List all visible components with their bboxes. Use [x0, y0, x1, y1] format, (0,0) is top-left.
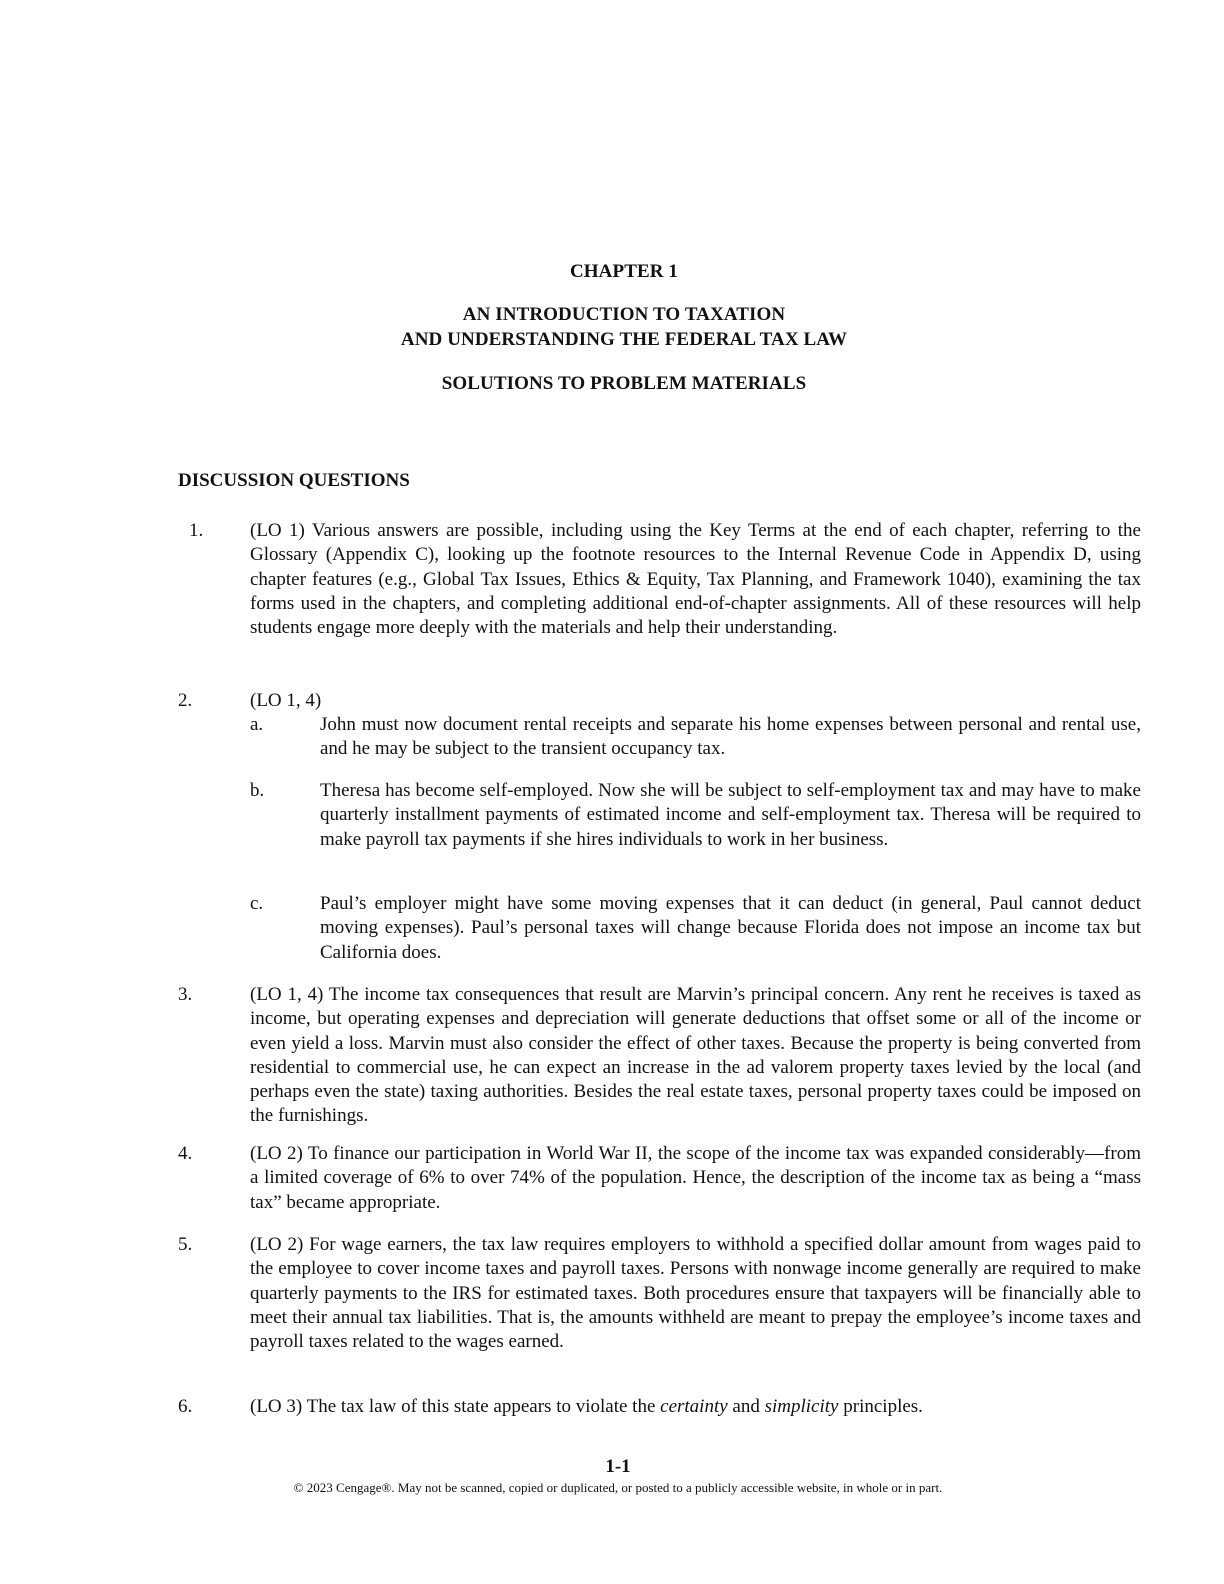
emphasis-certainty: certainty — [660, 1396, 728, 1417]
page-number: 1-1 — [605, 1456, 631, 1477]
text-segment: (LO 3) The tax law of this state appears to violate the — [250, 1396, 661, 1417]
part-letter: a. — [250, 714, 264, 735]
question-text — [250, 1395, 1141, 1419]
emphasis-simplicity: simplicity — [764, 1396, 839, 1417]
question-number: 2. — [178, 690, 193, 711]
question-text: (LO 1) Various answers are possible, including using the Key Terms at the end of each chapter, referring to the Glossary (Appendix C), looking up the footnote resources to the Internal Revenue Code in Appendix D, using chapter features (e.g., Global Tax Issues, Ethics & Equity, Tax Planning, and Framework 1040), examining the tax forms used in the chapters, and completing additional end-of-chapter assignments. All of these resources will help students engage more deeply with the materials and help their understanding. — [250, 520, 1141, 639]
section-heading: DISCUSSION QUESTIONS — [178, 470, 410, 491]
part-text: John must now document rental receipts and separate his home expenses between personal and rental use, and he may be subject to the transient occupancy tax. — [320, 714, 1141, 760]
question-text: (LO 1, 4) — [250, 690, 322, 711]
question-number: 4. — [178, 1143, 193, 1164]
part-letter: c. — [250, 893, 264, 914]
part-letter: b. — [250, 780, 265, 801]
part-text: Theresa has become self-employed. Now she will be subject to self-employment tax and may have to make quarterly installment payments of estimated income and self-employment tax. Theresa will be required to make payroll tax payments if she hires individuals to work in her business. — [320, 780, 1141, 850]
question-number: 6. — [178, 1396, 193, 1417]
question-number: 1. — [189, 520, 204, 541]
chapter-title-line-2: AND UNDERSTANDING THE FEDERAL TAX LAW — [400, 329, 848, 350]
part-text: Paul’s employer might have some moving expenses that it can deduct (in general, Paul cannot deduct moving expenses). Paul’s personal taxes will change because Florida does not impose an income tax but California does. — [320, 893, 1141, 963]
chapter-title-line-1: AN INTRODUCTION TO TAXATION — [462, 304, 786, 325]
copyright-notice: © 2023 Cengage®. May not be scanned, copied or duplicated, or posted to a publicly accessible website, in whole or in part. — [293, 1480, 943, 1495]
solutions-heading: SOLUTIONS TO PROBLEM MATERIALS — [441, 373, 807, 394]
text-segment: principles. — [838, 1396, 923, 1417]
question-text: (LO 1, 4) The income tax consequences that result are Marvin’s principal concern. Any rent he receives is taxed as income, but operating expenses and depreciation will generate deductions that offset some or all of the income or even yield a loss. Marvin must also consider the effect of other taxes. Because the property is being converted from residential to commercial use, he can expect an increase in the ad valorem property taxes levied by the local (and perhaps even the state) taxing authorities. Besides the real estate taxes, personal property taxes could be imposed on the furnishings. — [250, 984, 1141, 1127]
question-number: 5. — [178, 1234, 193, 1255]
chapter-heading: CHAPTER 1 — [569, 261, 679, 282]
question-text: (LO 2) For wage earners, the tax law requires employers to withhold a specified dollar amount from wages paid to the employee to cover income taxes and payroll taxes. Persons with nonwage income generally are required to make quarterly payments to the IRS for estimated taxes. Both procedures ensure that taxpayers will be financially able to meet their annual tax liabilities. That is, the amounts withheld are meant to prepay the employee’s income taxes and payroll taxes related to the wages earned. — [250, 1234, 1141, 1353]
question-text: (LO 2) To finance our participation in World War II, the scope of the income tax was expanded considerably—from a limited coverage of 6% to over 74% of the population. Hence, the description of the income tax as being a “mass tax” became appropriate. — [250, 1143, 1141, 1213]
text-segment: and — [727, 1396, 765, 1417]
question-number: 3. — [178, 984, 193, 1005]
